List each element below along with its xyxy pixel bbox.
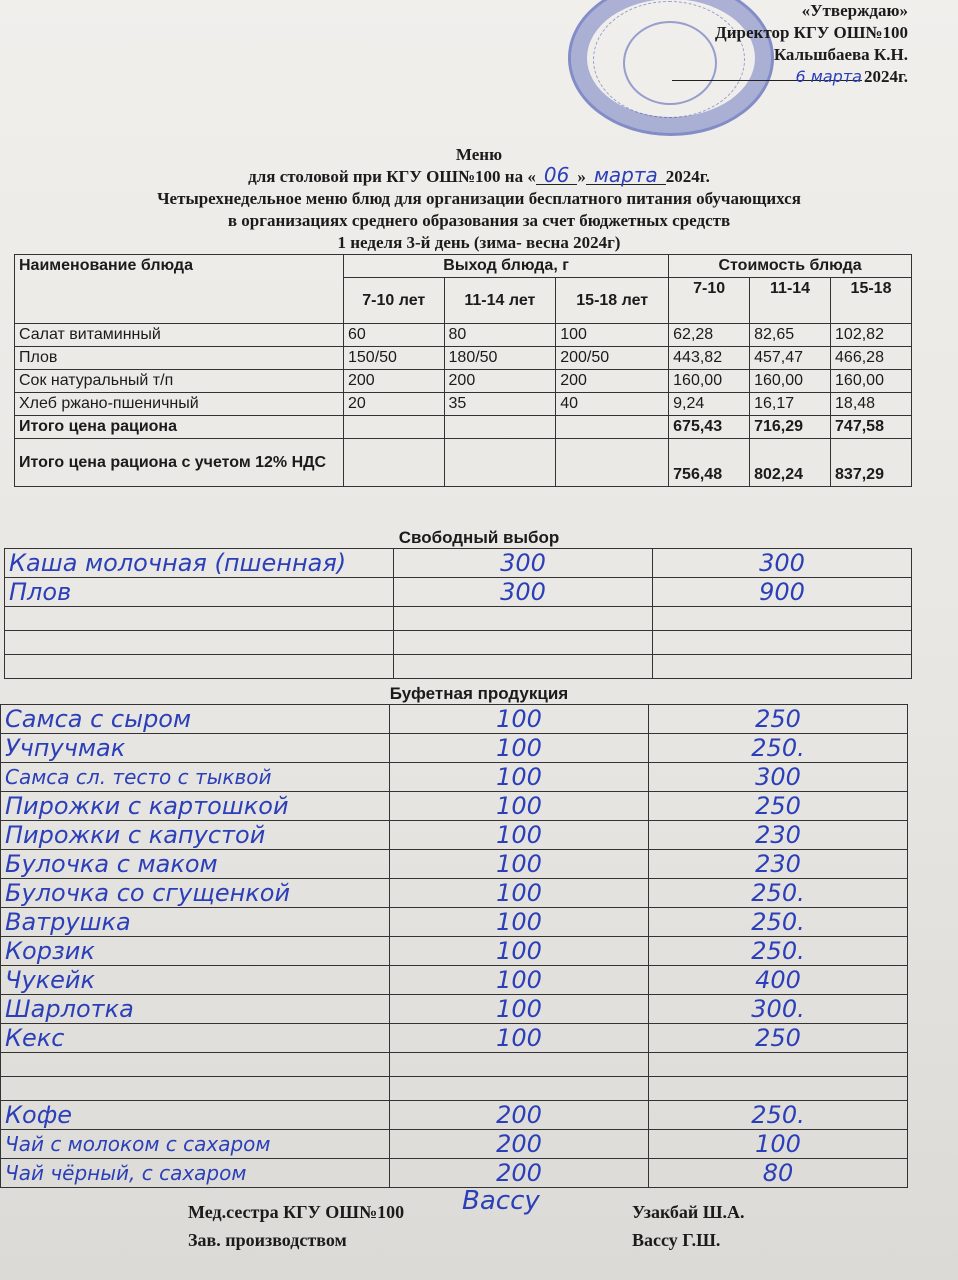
- item-name: Самса сл. тесто с тыквой: [1, 763, 390, 792]
- item-output: 200: [390, 1130, 649, 1159]
- item-price: 250.: [649, 937, 908, 966]
- item-price: 250: [649, 792, 908, 821]
- total-vat-11-14: 802,24: [750, 439, 831, 487]
- output-15-18: 200: [556, 370, 669, 393]
- table-row: [1, 1077, 908, 1101]
- item-price: 100: [649, 1130, 908, 1159]
- cost-7-10: 62,28: [669, 324, 750, 347]
- cost-15-18: 466,28: [831, 347, 912, 370]
- item-price: 250.: [649, 908, 908, 937]
- item-output: 100: [390, 995, 649, 1024]
- table-row: [1, 1024, 908, 1053]
- item-name: Пирожки с картошкой: [1, 792, 390, 821]
- menu-month-handwritten: марта: [586, 166, 666, 185]
- signatures-left: [188, 1198, 404, 1254]
- output-15-18: 40: [556, 393, 669, 416]
- item-price: 250: [649, 705, 908, 734]
- menu-date-quote: »: [577, 167, 586, 186]
- table-row: [5, 578, 912, 607]
- item-name: Пирожки с капустой: [1, 821, 390, 850]
- table-row: [1, 995, 908, 1024]
- dish-name: Салат витаминный: [15, 324, 344, 347]
- table-row: [15, 370, 912, 393]
- cost-15-18: 160,00: [831, 370, 912, 393]
- output-11-14: 180/50: [444, 347, 556, 370]
- cost-7-10: 160,00: [669, 370, 750, 393]
- item-output: 100: [390, 879, 649, 908]
- table-row: [5, 549, 912, 578]
- total-row: [15, 416, 912, 439]
- item-output: 100: [390, 1024, 649, 1053]
- table-row: [1, 1053, 908, 1077]
- nurse-name: Узакбай Ш.А.: [632, 1202, 745, 1222]
- menu-subtitle-2: в организациях среднего образования за счет бюджетных средств: [227, 211, 731, 230]
- item-output: 100: [390, 850, 649, 879]
- item-price: 900: [653, 578, 912, 607]
- table-row: [5, 607, 912, 631]
- empty-cell: [444, 439, 556, 487]
- table-row: [1, 908, 908, 937]
- approval-date-handwritten: 6 марта: [795, 67, 862, 86]
- total-15-18: 747,58: [831, 416, 912, 439]
- item-output: 100: [390, 734, 649, 763]
- output-7-10: 20: [344, 393, 445, 416]
- subheader-cost-15-18: 15-18: [831, 278, 912, 324]
- item-output: 100: [390, 821, 649, 850]
- item-output: 100: [390, 705, 649, 734]
- empty-cell: [556, 416, 669, 439]
- menu-subtitle-1: Четырехнедельное меню блюд для организации бесплатного питания обучающихся: [157, 189, 801, 208]
- item-name: Плов: [5, 578, 394, 607]
- cost-11-14: 82,65: [750, 324, 831, 347]
- dish-name: Плов: [15, 347, 344, 370]
- item-name: [5, 655, 394, 679]
- menu-header: [0, 144, 958, 254]
- free-choice-title: Свободный выбор: [398, 528, 560, 547]
- item-price: 300.: [649, 995, 908, 1024]
- item-output: 100: [390, 792, 649, 821]
- column-header-output: Выход блюда, г: [344, 255, 669, 278]
- table-row: [1, 1101, 908, 1130]
- cost-11-14: 160,00: [750, 370, 831, 393]
- item-name: [5, 607, 394, 631]
- item-price: 250.: [649, 1101, 908, 1130]
- item-output: 200: [390, 1159, 649, 1188]
- output-15-18: 200/50: [556, 347, 669, 370]
- item-name: Учпучмак: [1, 734, 390, 763]
- subheader-cost-11-14: 11-14: [750, 278, 831, 324]
- table-row: [15, 324, 912, 347]
- item-price: [649, 1053, 908, 1077]
- column-header-dish: Наименование блюда: [15, 255, 344, 324]
- item-output: [390, 1053, 649, 1077]
- item-price: [653, 607, 912, 631]
- subheader-output-11-14: 11-14 лет: [444, 278, 556, 324]
- dish-name: Хлеб ржано-пшеничный: [15, 393, 344, 416]
- item-price: 80: [649, 1159, 908, 1188]
- table-row: [5, 631, 912, 655]
- empty-cell: [556, 439, 669, 487]
- item-output: 300: [394, 549, 653, 578]
- total-7-10: 675,43: [669, 416, 750, 439]
- table-row: [1, 966, 908, 995]
- total-11-14: 716,29: [750, 416, 831, 439]
- approval-year: 2024г.: [863, 67, 908, 86]
- item-name: Шарлотка: [1, 995, 390, 1024]
- item-name: Чукейк: [1, 966, 390, 995]
- item-name: [1, 1077, 390, 1101]
- dish-name: Сок натуральный т/п: [15, 370, 344, 393]
- item-price: 230: [649, 821, 908, 850]
- column-header-cost: Стоимость блюда: [669, 255, 912, 278]
- output-11-14: 35: [444, 393, 556, 416]
- table-row: [1, 879, 908, 908]
- menu-date-line: [0, 163, 958, 188]
- total-label: Итого цена рациона: [15, 416, 344, 439]
- ration-table: [14, 254, 912, 487]
- item-name: Булочка со сгущенкой: [1, 879, 390, 908]
- table-row: [15, 393, 912, 416]
- production-head-position: Зав. производством: [188, 1230, 347, 1250]
- item-name: Чай чёрный, с сахаром: [1, 1159, 390, 1188]
- production-head-name: Вассу Г.Ш.: [632, 1230, 721, 1250]
- output-11-14: 80: [444, 324, 556, 347]
- item-output: [390, 1077, 649, 1101]
- menu-date-prefix: для столовой при КГУ ОШ№100 на «: [248, 167, 536, 186]
- table-row: [15, 347, 912, 370]
- cost-15-18: 18,48: [831, 393, 912, 416]
- total-vat-7-10: 756,48: [669, 439, 750, 487]
- table-row: [1, 850, 908, 879]
- menu-title: Меню: [455, 145, 503, 164]
- table-row: [1, 792, 908, 821]
- buffet-table: [0, 704, 908, 1188]
- item-name: Кекс: [1, 1024, 390, 1053]
- free-choice-table: [4, 548, 912, 679]
- approval-position: Директор КГУ ОШ№100: [715, 23, 908, 42]
- table-row: [1, 821, 908, 850]
- cost-11-14: 16,17: [750, 393, 831, 416]
- cost-7-10: 443,82: [669, 347, 750, 370]
- approval-date: [672, 66, 908, 88]
- approval-director-name: Кальшбаева К.Н.: [773, 45, 908, 64]
- item-price: 250.: [649, 879, 908, 908]
- subheader-output-15-18: 15-18 лет: [556, 278, 669, 324]
- item-name: Булочка с маком: [1, 850, 390, 879]
- item-price: [653, 655, 912, 679]
- table-row: [1, 1159, 908, 1188]
- output-7-10: 200: [344, 370, 445, 393]
- item-price: 250.: [649, 734, 908, 763]
- item-name: Ватрушка: [1, 908, 390, 937]
- item-output: 100: [390, 966, 649, 995]
- subheader-output-7-10: 7-10 лет: [344, 278, 445, 324]
- nurse-position: Мед.сестра КГУ ОШ№100: [188, 1202, 405, 1222]
- empty-cell: [444, 416, 556, 439]
- signatures-right: [632, 1198, 745, 1254]
- menu-date-year: 2024г.: [665, 167, 710, 186]
- total-vat-row: [15, 439, 912, 487]
- item-output: 100: [390, 908, 649, 937]
- table-row: [1, 937, 908, 966]
- item-name: Каша молочная (пшенная): [5, 549, 394, 578]
- item-output: [394, 631, 653, 655]
- item-price: 300: [653, 549, 912, 578]
- item-name: [5, 631, 394, 655]
- total-vat-15-18: 837,29: [831, 439, 912, 487]
- cost-15-18: 102,82: [831, 324, 912, 347]
- output-7-10: 60: [344, 324, 445, 347]
- item-price: [649, 1077, 908, 1101]
- cost-7-10: 9,24: [669, 393, 750, 416]
- item-output: 100: [390, 937, 649, 966]
- item-price: 300: [649, 763, 908, 792]
- item-output: [394, 655, 653, 679]
- table-row: [5, 655, 912, 679]
- approval-block: [672, 0, 908, 88]
- table-row: [1, 1130, 908, 1159]
- item-name: Кофе: [1, 1101, 390, 1130]
- output-11-14: 200: [444, 370, 556, 393]
- output-15-18: 100: [556, 324, 669, 347]
- item-name: Корзик: [1, 937, 390, 966]
- empty-cell: [344, 416, 445, 439]
- output-7-10: 150/50: [344, 347, 445, 370]
- item-price: 230: [649, 850, 908, 879]
- item-price: 250: [649, 1024, 908, 1053]
- cost-11-14: 457,47: [750, 347, 831, 370]
- total-vat-label: Итого цена рациона с учетом 12% НДС: [15, 439, 344, 487]
- menu-week-day: 1 неделя 3-й день (зима- весна 2024г): [337, 233, 621, 252]
- item-name: Чай с молоком с сахаром: [1, 1130, 390, 1159]
- approval-title: «Утверждаю»: [801, 1, 908, 20]
- table-row: [1, 734, 908, 763]
- item-output: 100: [390, 763, 649, 792]
- item-output: 200: [390, 1101, 649, 1130]
- item-name: [1, 1053, 390, 1077]
- item-price: [653, 631, 912, 655]
- subheader-cost-7-10: 7-10: [669, 278, 750, 324]
- item-output: [394, 607, 653, 631]
- table-row: [1, 763, 908, 792]
- empty-cell: [344, 439, 445, 487]
- table-row: [1, 705, 908, 734]
- item-name: Самса с сыром: [1, 705, 390, 734]
- item-output: 300: [394, 578, 653, 607]
- buffet-title: Буфетная продукция: [389, 684, 569, 703]
- menu-day-handwritten: 06: [536, 166, 577, 185]
- handwritten-signature: Вассу: [462, 1186, 540, 1216]
- item-price: 400: [649, 966, 908, 995]
